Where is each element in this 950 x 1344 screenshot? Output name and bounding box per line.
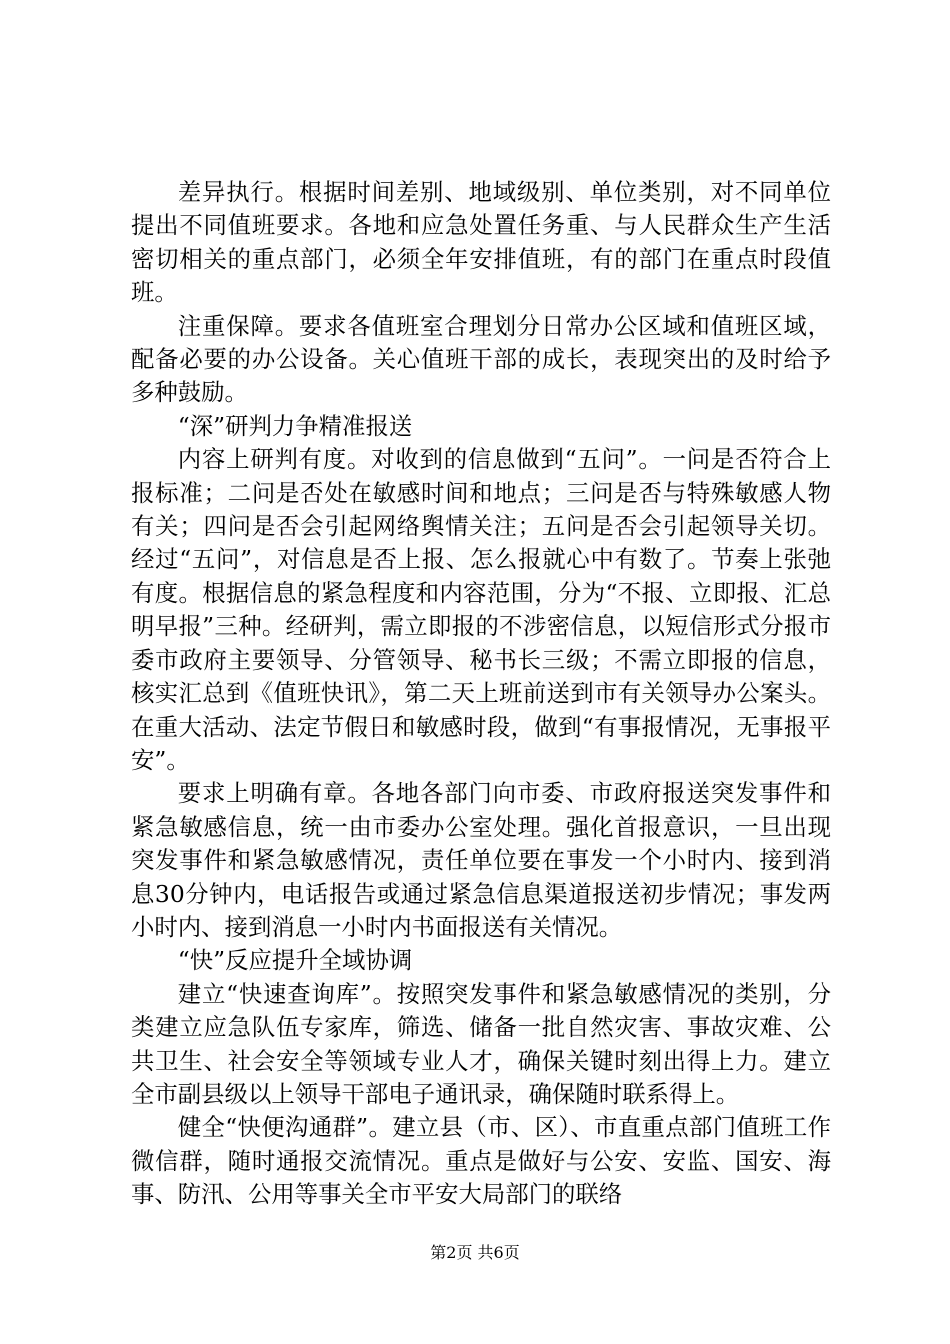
paragraph-content-analysis: 内容上研判有度。对收到的信息做到“五问”。一问是否符合上报标准；二问是否处在敏感时间和地点；三问是否与特殊敏感人物有关；四问是否会引起网络舆情关注；五问是否会引起领导关切。经过“五问”，对信息是否上报、怎么报就心中有数了。节奏上张弛有度。根据信息的紧急程度和内容范围，分为“不报、立即报、汇总明早报”三种。经研判，需立即报的不涉密信息，以短信形式分报市委市政府主要领导、分管领导、秘书长三级；不需立即报的信息，核实汇总到《值班快讯》，第二天上班前送到市有关领导办公案头。在重大活动、法定节假日和敏感时段，做到“有事报情况，无事报平安”。 bbox=[131, 445, 831, 774]
paragraph-clear-requirements: 要求上明确有章。各地各部门向市委、市政府报送突发事件和紧急敏感信息，统一由市委办公室处理。强化首报意识，一旦出现突发事件和紧急敏感情况，责任单位要在事发一个小时内、接到消息30分钟内，电话报告或通过紧急信息渠道报送初步情况；事发两小时内、接到消息一小时内书面报送有关情况。 bbox=[131, 779, 831, 941]
section-heading-fast-response: “快”反应提升全域协调 bbox=[177, 946, 413, 975]
paragraph-quick-query-database: 建立“快速查询库”。按照突发事件和紧急敏感情况的类别，分类建立应急队伍专家库，筛选、储备一批自然灾害、事故灾难、公共卫生、社会安全等领域专业人才，确保关键时刻出得上力。建立全市副县级以上领导干部电子通讯录，确保随时联系得上。 bbox=[131, 979, 831, 1108]
paragraph-quick-communication-group: 健全“快便沟通群”。建立县（市、区）、市直重点部门值班工作微信群，随时通报交流情况。重点是做好与公安、安监、国安、海事、防汛、公用等事关全市平安大局部门的联络 bbox=[131, 1113, 831, 1209]
paragraph-differentiated-execution: 差异执行。根据时间差别、地域级别、单位类别，对不同单位提出不同值班要求。各地和应急处置任务重、与人民群众生产生活密切相关的重点部门，必须全年安排值班，有的部门在重点时段值班。 bbox=[131, 178, 831, 307]
page-number-footer: 第2页 共6页 bbox=[430, 1243, 520, 1262]
document-body bbox=[131, 176, 831, 1212]
section-heading-deep-analysis: “深”研判力争精准报送 bbox=[177, 411, 413, 440]
paragraph-emphasize-support: 注重保障。要求各值班室合理划分日常办公区域和值班区域，配备必要的办公设备。关心值班干部的成长，表现突出的及时给予多种鼓励。 bbox=[131, 311, 831, 407]
